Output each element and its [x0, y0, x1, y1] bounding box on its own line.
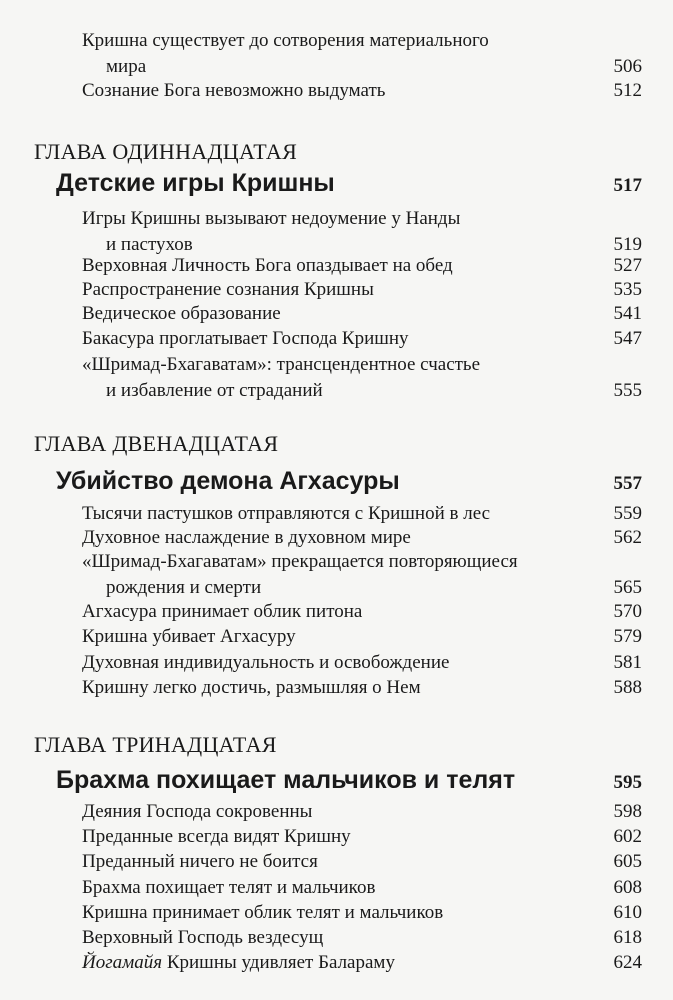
- chapter-label: ГЛАВА ТРИНАДЦАТАЯ: [34, 732, 277, 757]
- entry-page-number: 598: [613, 801, 642, 822]
- entry-page-number: 559: [613, 503, 642, 524]
- entry-text: Распространение сознания Кришны: [82, 279, 374, 300]
- chapter-title: [56, 764, 642, 796]
- entry-text: Брахма похищает телят и мальчиков: [82, 877, 376, 898]
- toc-entry: [82, 301, 642, 327]
- entry-text: Бакасура проглатывает Господа Кришну: [82, 328, 409, 349]
- entry-text: Преданные всегда видят Кришну: [82, 826, 351, 847]
- entry-page-number: 541: [613, 303, 642, 324]
- toc-entry: [82, 624, 642, 650]
- entry-page-number: 602: [613, 826, 642, 847]
- entry-text: Преданный ничего не боится: [82, 851, 318, 872]
- chapter-label: ГЛАВА ОДИННАДЦАТАЯ: [34, 139, 298, 164]
- entry-text-italic: Йогамайя: [82, 952, 163, 973]
- chapter-title-text: Брахма похищает мальчиков и телят: [56, 766, 516, 794]
- entry-text: Агхасура принимает облик питона: [82, 601, 363, 622]
- entry-text: Духовное наслаждение в духовном мире: [82, 527, 411, 548]
- entry-text: Верховная Личность Бога опаздывает на обед: [82, 255, 453, 276]
- chapter-title-text: Детские игры Кришны: [56, 169, 335, 197]
- entry-text: Тысячи пастушков отправляются с Кришной в лес: [82, 503, 491, 524]
- entry-text-continued: и пастухов: [106, 234, 193, 255]
- entry-page-number: 610: [613, 902, 642, 923]
- entry-text: Сознание Бога невозможно выдумать: [82, 80, 386, 101]
- chapter-title-text: Убийство демона Агхасуры: [56, 467, 400, 495]
- chapter-page-number: 557: [613, 473, 642, 494]
- entry-page-number: 506: [613, 56, 642, 77]
- entry-text: Кришну легко достичь, размышляя о Нем: [82, 677, 421, 698]
- toc-entry: [82, 650, 642, 676]
- chapter-page-number: 517: [613, 175, 642, 196]
- toc-entry: [82, 78, 642, 104]
- entry-page-number: 570: [613, 601, 642, 622]
- chapter-title: [56, 167, 642, 199]
- entry-text-continued: и избавление от страданий: [106, 380, 323, 401]
- entry-page-number: 512: [613, 80, 642, 101]
- entry-page-number: 562: [613, 527, 642, 548]
- entry-page-number: 581: [613, 652, 642, 673]
- entry-text-continued: рождения и смерти: [106, 577, 262, 598]
- entry-text-continued: мира: [106, 56, 147, 77]
- entry-page-number: 624: [613, 952, 642, 973]
- entry-text: «Шримад-Бхагаватам»: трансцендентное счастье: [82, 354, 481, 375]
- entry-page-number: 608: [613, 877, 642, 898]
- toc-entry: [82, 501, 642, 527]
- entry-page-number: 547: [613, 328, 642, 349]
- chapter-label: ГЛАВА ДВЕНАДЦАТАЯ: [34, 431, 279, 456]
- entry-text: «Шримад-Бхагаватам» прекращается повторяющиеся: [82, 551, 518, 572]
- toc-entry: [82, 849, 642, 875]
- entry-text: Ведическое образование: [82, 303, 281, 324]
- toc-entry: [82, 28, 642, 80]
- chapter-page-number: 595: [613, 772, 642, 793]
- entry-page-number: 555: [613, 380, 642, 401]
- toc-entry: [82, 253, 642, 279]
- toc-entry: [82, 925, 642, 951]
- entry-text: Кришна существует до сотворения материального: [82, 30, 489, 51]
- entry-page-number: 519: [613, 234, 642, 255]
- entry-text: [82, 950, 642, 976]
- toc-entry: [82, 950, 642, 976]
- toc-entry: [82, 549, 642, 601]
- toc-entry: [82, 599, 642, 625]
- toc-entry: [82, 675, 642, 701]
- entry-page-number: 579: [613, 626, 642, 647]
- entry-page-number: 618: [613, 927, 642, 948]
- toc-entry: [82, 352, 642, 404]
- toc-entry: [82, 875, 642, 901]
- toc-entry: [82, 206, 642, 258]
- entry-page-number: 535: [613, 279, 642, 300]
- entry-text: Деяния Господа сокровенны: [82, 801, 313, 822]
- toc-entry: [82, 525, 642, 551]
- entry-text: Духовная индивидуальность и освобождение: [82, 652, 450, 673]
- chapter-title: [56, 465, 642, 497]
- entry-page-number: 588: [613, 677, 642, 698]
- toc-entry: [82, 900, 642, 926]
- toc-entry: [82, 824, 642, 850]
- entry-text-rest: Кришны удивляет Балараму: [166, 952, 395, 973]
- entry-text: Кришна принимает облик телят и мальчиков: [82, 902, 444, 923]
- toc-entry: [82, 799, 642, 825]
- entry-page-number: 605: [613, 851, 642, 872]
- entry-page-number: 527: [613, 255, 642, 276]
- entry-text: Верховный Господь вездесущ: [82, 927, 324, 948]
- toc-entry: [82, 277, 642, 303]
- entry-page-number: 565: [613, 577, 642, 598]
- toc-entry: [82, 326, 642, 352]
- entry-text: Игры Кришны вызывают недоумение у Нанды: [82, 208, 461, 229]
- entry-text: Кришна убивает Агхасуру: [82, 626, 296, 647]
